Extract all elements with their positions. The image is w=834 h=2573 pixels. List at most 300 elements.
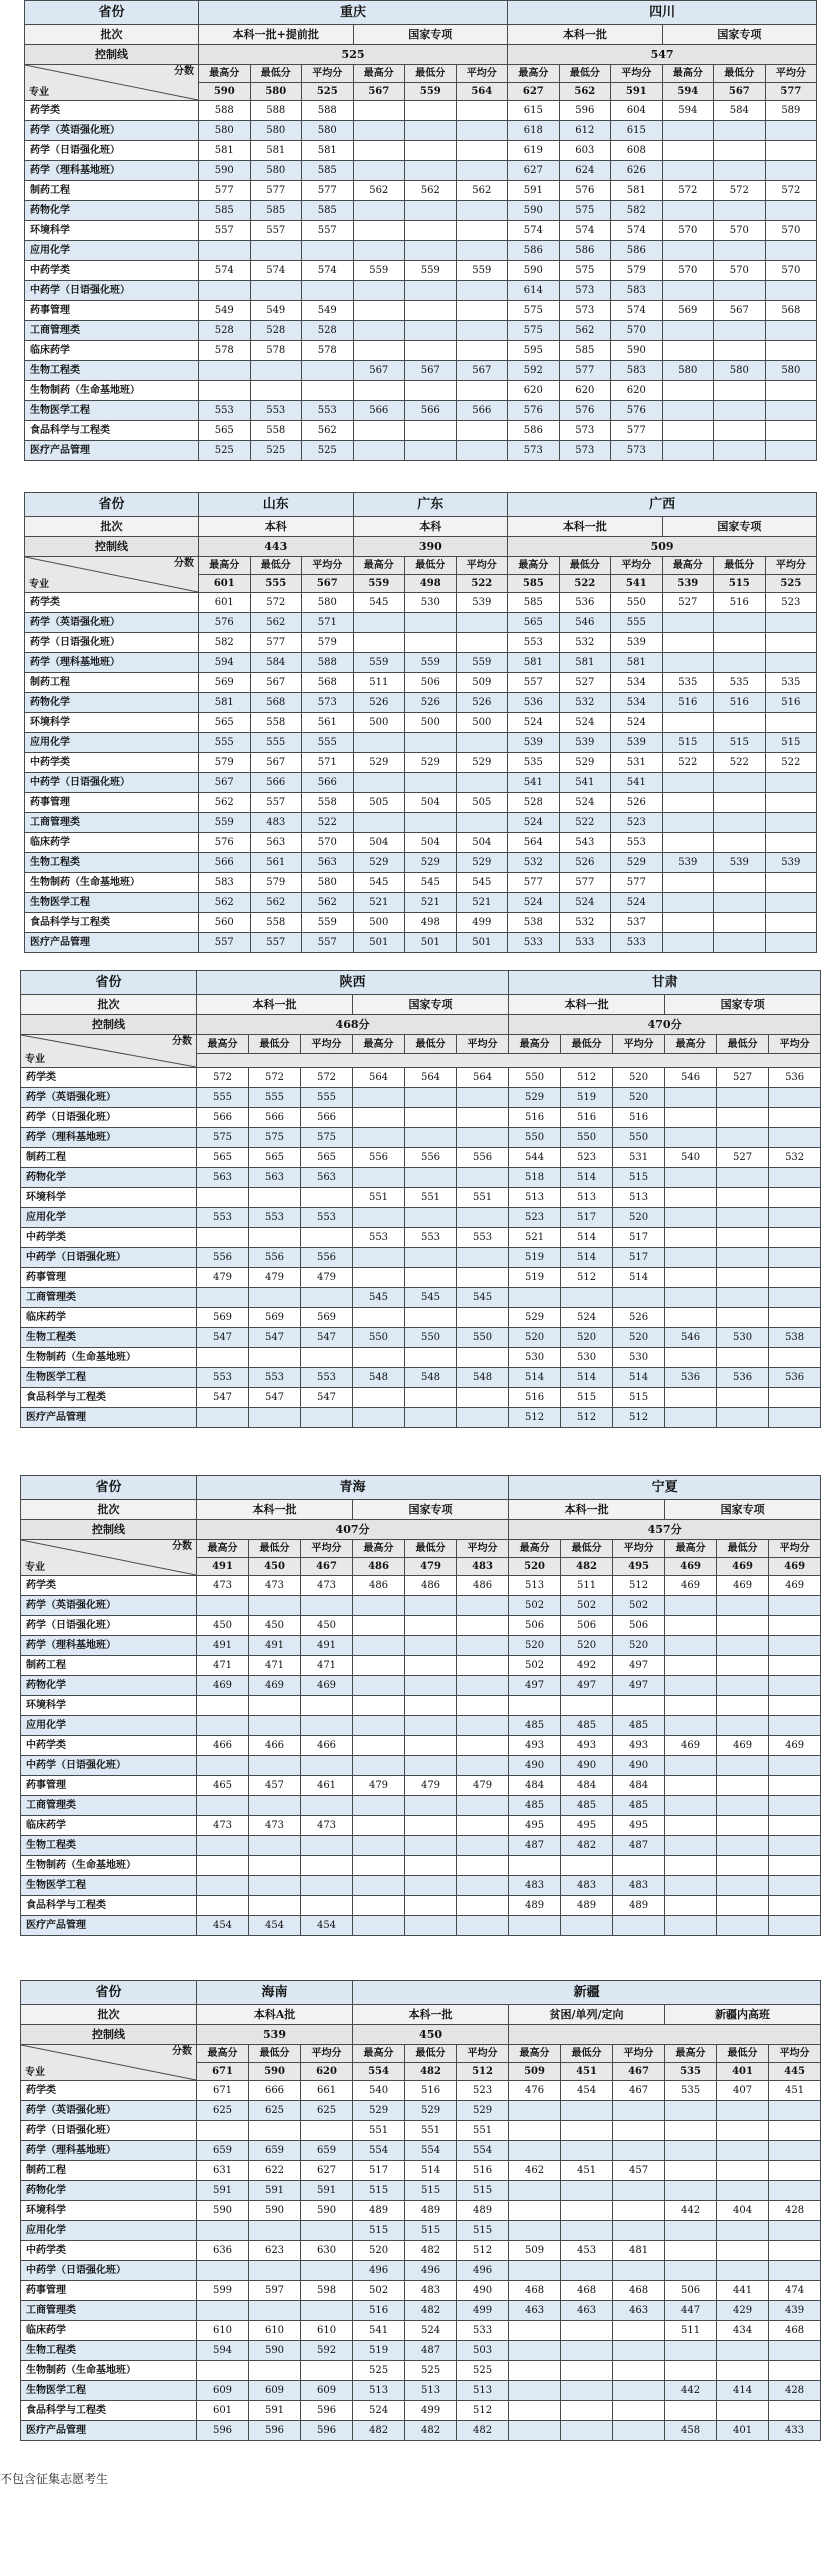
table-row — [25, 793, 817, 813]
score-cell: 490 — [613, 1756, 665, 1776]
score-cell: 555 — [249, 1088, 301, 1108]
score-cell: 572 — [765, 181, 817, 201]
score-cell: 487 — [509, 1836, 561, 1856]
score-cell: 491 — [249, 1636, 301, 1656]
major-name: 生物医学工程 — [21, 1876, 197, 1896]
score-cell — [714, 401, 766, 421]
province-label: 省份 — [25, 1, 199, 25]
score-cell — [769, 1836, 821, 1856]
score-cell: 433 — [769, 2421, 821, 2441]
score-cell: 556 — [457, 1148, 509, 1168]
score-cell — [405, 1108, 457, 1128]
score-cell — [197, 2361, 249, 2381]
score-cell: 576 — [559, 401, 611, 421]
province-name: 宁夏 — [509, 1476, 821, 1500]
table-row — [25, 301, 817, 321]
score-cell: 521 — [456, 893, 508, 913]
score-cell — [765, 161, 817, 181]
score-cell — [714, 241, 766, 261]
score-cell — [765, 633, 817, 653]
score-cell — [405, 633, 457, 653]
summary-score: 562 — [559, 83, 611, 101]
score-cell: 457 — [249, 1776, 301, 1796]
score-cell: 515 — [613, 1388, 665, 1408]
major-name: 食品科学与工程类 — [21, 2401, 197, 2421]
score-cell: 529 — [405, 853, 457, 873]
score-cell: 553 — [353, 1228, 405, 1248]
score-cell — [405, 1616, 457, 1636]
summary-score: 479 — [405, 1558, 457, 1576]
score-cell: 526 — [611, 793, 663, 813]
score-cell — [717, 1676, 769, 1696]
score-cell — [665, 1636, 717, 1656]
score-cell — [561, 1856, 613, 1876]
summary-score: 401 — [717, 2063, 769, 2081]
score-cell: 550 — [611, 593, 663, 613]
score-cell: 526 — [456, 693, 508, 713]
score-cell: 577 — [559, 873, 611, 893]
header-max: 最高分 — [662, 557, 714, 575]
score-cell: 515 — [457, 2181, 509, 2201]
score-cell — [613, 1288, 665, 1308]
major-name: 药学类 — [21, 1576, 197, 1596]
score-cell — [405, 1876, 457, 1896]
score-cell: 524 — [405, 2321, 457, 2341]
score-cell — [662, 421, 714, 441]
score-cell — [561, 2421, 613, 2441]
summary-score: 469 — [717, 1558, 769, 1576]
score-cell: 453 — [561, 2241, 613, 2261]
score-cell: 567 — [456, 361, 508, 381]
score-cell: 484 — [613, 1776, 665, 1796]
score-cell: 513 — [405, 2381, 457, 2401]
score-cell: 574 — [199, 261, 251, 281]
score-corner-label: 分数 — [172, 1036, 192, 1047]
summary-score: 522 — [559, 575, 611, 593]
score-cell: 463 — [561, 2301, 613, 2321]
score-cell: 485 — [561, 1716, 613, 1736]
score-cell: 557 — [199, 933, 251, 953]
score-cell: 620 — [508, 381, 560, 401]
score-cell — [457, 1348, 509, 1368]
score-cell: 563 — [250, 833, 302, 853]
score-cell — [405, 381, 457, 401]
batch-label: 批次 — [21, 1500, 197, 1520]
score-cell: 636 — [197, 2241, 249, 2261]
table-row — [25, 121, 817, 141]
score-cell — [665, 1916, 717, 1936]
score-cell: 572 — [197, 1068, 249, 1088]
score-cell: 461 — [301, 1776, 353, 1796]
score-cell: 541 — [611, 773, 663, 793]
major-name: 环境科学 — [25, 713, 199, 733]
score-cell: 517 — [353, 2161, 405, 2181]
score-cell — [714, 381, 766, 401]
score-cell — [249, 2261, 301, 2281]
score-cell — [301, 1716, 353, 1736]
summary-score: 620 — [301, 2063, 353, 2081]
score-cell: 547 — [301, 1388, 353, 1408]
score-cell: 487 — [613, 1836, 665, 1856]
major-name: 环境科学 — [21, 1188, 197, 1208]
score-cell — [301, 2121, 353, 2141]
major-name: 中药学类 — [25, 261, 199, 281]
score-cell: 580 — [302, 593, 354, 613]
score-cell: 519 — [561, 1088, 613, 1108]
score-cell: 468 — [561, 2281, 613, 2301]
score-cell — [457, 1408, 509, 1428]
score-cell: 536 — [665, 1368, 717, 1388]
score-cell: 489 — [561, 1896, 613, 1916]
table-row — [21, 1656, 821, 1676]
score-cell — [765, 381, 817, 401]
score-cell: 522 — [559, 813, 611, 833]
score-cell — [301, 1836, 353, 1856]
score-cell: 500 — [353, 913, 405, 933]
score-cell: 439 — [769, 2301, 821, 2321]
score-cell: 546 — [665, 1068, 717, 1088]
score-cell: 501 — [456, 933, 508, 953]
score-cell: 463 — [613, 2301, 665, 2321]
score-cell: 548 — [457, 1368, 509, 1388]
major-name: 药物化学 — [21, 1676, 197, 1696]
score-cell — [717, 1388, 769, 1408]
major-name: 临床药学 — [21, 2321, 197, 2341]
province-name: 海南 — [197, 1981, 353, 2005]
score-cell: 524 — [508, 713, 560, 733]
score-cell: 555 — [197, 1088, 249, 1108]
batch-label: 批次 — [21, 2005, 197, 2025]
score-cell: 530 — [405, 593, 457, 613]
score-cell — [509, 2321, 561, 2341]
score-cell — [665, 1616, 717, 1636]
score-cell — [405, 1128, 457, 1148]
summary-score: 最低分 — [249, 1035, 301, 1054]
score-cell — [197, 1188, 249, 1208]
score-cell — [561, 2221, 613, 2241]
score-cell: 536 — [769, 1068, 821, 1088]
score-cell — [405, 1268, 457, 1288]
score-cell — [717, 1896, 769, 1916]
control-line-label: 控制线 — [21, 1015, 197, 1035]
score-cell: 517 — [613, 1228, 665, 1248]
score-cell: 573 — [559, 421, 611, 441]
major-name: 生物工程类 — [25, 361, 199, 381]
header-avg: 平均分 — [301, 2045, 353, 2063]
major-name: 制药工程 — [21, 2161, 197, 2181]
score-cell: 529 — [405, 753, 457, 773]
score-cell: 567 — [250, 753, 302, 773]
score-corner-label: 分数 — [174, 66, 194, 77]
table-row — [25, 893, 817, 913]
score-cell: 581 — [559, 653, 611, 673]
score-cell: 495 — [561, 1816, 613, 1836]
score-cell — [665, 1836, 717, 1856]
score-cell: 521 — [405, 893, 457, 913]
summary-score: 577 — [765, 83, 817, 101]
score-cell — [561, 2121, 613, 2141]
score-cell — [561, 2181, 613, 2201]
score-cell — [353, 1916, 405, 1936]
score-cell: 585 — [302, 161, 354, 181]
score-cell — [717, 2181, 769, 2201]
major-name: 应用化学 — [25, 241, 199, 261]
header-max: 最高分 — [509, 2045, 561, 2063]
score-cell: 473 — [301, 1576, 353, 1596]
score-cell — [302, 381, 354, 401]
score-cell: 401 — [717, 2421, 769, 2441]
score-cell: 479 — [353, 1776, 405, 1796]
score-cell: 624 — [559, 161, 611, 181]
score-cell — [405, 1836, 457, 1856]
score-cell — [301, 1408, 353, 1428]
table-row — [25, 633, 817, 653]
header-max: 最高分 — [199, 65, 251, 83]
table-body — [25, 101, 817, 461]
score-cell: 585 — [559, 341, 611, 361]
score-cell: 493 — [561, 1736, 613, 1756]
score-cell: 520 — [509, 1328, 561, 1348]
major-name: 医疗产品管理 — [25, 441, 199, 461]
major-name: 生物医学工程 — [25, 893, 199, 913]
batch-name: 本科一批 — [197, 995, 353, 1015]
score-cell — [456, 441, 508, 461]
score-cell — [613, 2121, 665, 2141]
score-cell: 532 — [559, 693, 611, 713]
score-cell — [717, 2161, 769, 2181]
score-cell: 545 — [353, 593, 405, 613]
score-cell: 539 — [714, 853, 766, 873]
score-cell — [197, 1228, 249, 1248]
score-cell — [665, 2261, 717, 2281]
score-cell — [769, 1696, 821, 1716]
header-max: 最高分 — [665, 2045, 717, 2063]
score-cell — [509, 2121, 561, 2141]
score-cell — [353, 1896, 405, 1916]
score-cell — [509, 2101, 561, 2121]
score-cell: 524 — [611, 713, 663, 733]
score-cell: 566 — [405, 401, 457, 421]
score-cell: 579 — [250, 873, 302, 893]
table-row — [21, 2141, 821, 2161]
summary-score: 567 — [353, 83, 405, 101]
score-cell: 469 — [769, 1736, 821, 1756]
summary-score: 最低分 — [405, 1035, 457, 1054]
score-cell: 428 — [769, 2381, 821, 2401]
score-cell — [769, 2101, 821, 2121]
score-cell — [250, 281, 302, 301]
table-row — [21, 1328, 821, 1348]
score-cell: 513 — [613, 1188, 665, 1208]
major-name: 中药学（日语强化班） — [21, 2261, 197, 2281]
header-min: 最低分 — [559, 65, 611, 83]
score-cell — [353, 1408, 405, 1428]
score-cell — [302, 361, 354, 381]
score-cell: 554 — [457, 2141, 509, 2161]
table-row — [25, 401, 817, 421]
summary-score: 515 — [714, 575, 766, 593]
score-cell: 572 — [250, 593, 302, 613]
score-cell — [509, 1696, 561, 1716]
major-name: 药学类 — [25, 593, 199, 613]
score-cell — [769, 1796, 821, 1816]
score-cell — [457, 1208, 509, 1228]
score-cell — [714, 933, 766, 953]
score-cell: 590 — [249, 2201, 301, 2221]
score-cell — [717, 1916, 769, 1936]
score-cell: 595 — [508, 341, 560, 361]
score-cell: 527 — [559, 673, 611, 693]
score-cell: 496 — [353, 2261, 405, 2281]
score-cell — [197, 1288, 249, 1308]
score-cell — [665, 1776, 717, 1796]
summary-score: 483 — [457, 1558, 509, 1576]
major-name: 医疗产品管理 — [21, 1916, 197, 1936]
score-cell — [769, 1288, 821, 1308]
score-cell — [665, 1248, 717, 1268]
score-cell: 553 — [197, 1368, 249, 1388]
score-cell: 597 — [249, 2281, 301, 2301]
batch-name: 国家专项 — [665, 1500, 821, 1520]
score-cell: 482 — [457, 2421, 509, 2441]
score-cell: 434 — [717, 2321, 769, 2341]
score-cell: 517 — [561, 1208, 613, 1228]
score-cell — [249, 2361, 301, 2381]
score-cell: 577 — [508, 873, 560, 893]
table-row — [25, 593, 817, 613]
major-name: 中药学类 — [21, 1736, 197, 1756]
header-spacer — [197, 1054, 821, 1068]
score-cell — [405, 1896, 457, 1916]
score-cell: 539 — [456, 593, 508, 613]
major-corner-label: 专业 — [29, 579, 49, 590]
score-cell — [405, 1656, 457, 1676]
score-cell — [353, 1248, 405, 1268]
score-cell: 468 — [769, 2321, 821, 2341]
header-avg: 平均分 — [611, 557, 663, 575]
score-cell — [197, 1348, 249, 1368]
summary-score: 平均分 — [613, 1035, 665, 1054]
score-cell: 469 — [717, 1736, 769, 1756]
score-cell: 502 — [509, 1656, 561, 1676]
score-cell — [769, 1188, 821, 1208]
table-row — [21, 2281, 821, 2301]
score-cell: 550 — [405, 1328, 457, 1348]
score-cell: 532 — [559, 913, 611, 933]
header-max: 最高分 — [353, 2045, 405, 2063]
score-cell: 585 — [302, 201, 354, 221]
score-cell: 574 — [302, 261, 354, 281]
score-cell — [769, 1596, 821, 1616]
score-cell: 579 — [611, 261, 663, 281]
score-cell: 474 — [769, 2281, 821, 2301]
table-row — [25, 261, 817, 281]
score-cell: 563 — [197, 1168, 249, 1188]
score-cell — [613, 1696, 665, 1716]
table-row — [21, 2101, 821, 2121]
score-cell: 454 — [197, 1916, 249, 1936]
table-row — [21, 2341, 821, 2361]
table-row — [25, 933, 817, 953]
summary-score: 585 — [508, 575, 560, 593]
header-min: 最低分 — [561, 2045, 613, 2063]
score-cell: 485 — [509, 1796, 561, 1816]
score-cell: 550 — [353, 1328, 405, 1348]
score-cell: 608 — [611, 141, 663, 161]
score-cell — [509, 2201, 561, 2221]
score-cell: 550 — [509, 1128, 561, 1148]
major-name: 生物工程类 — [21, 2341, 197, 2361]
major-name: 药事管理 — [21, 2281, 197, 2301]
score-cell: 524 — [561, 1308, 613, 1328]
major-name: 医疗产品管理 — [25, 933, 199, 953]
score-cell: 570 — [611, 321, 663, 341]
summary-score: 491 — [197, 1558, 249, 1576]
score-cell — [353, 1108, 405, 1128]
score-cell: 483 — [250, 813, 302, 833]
score-cell — [769, 2401, 821, 2421]
score-cell: 516 — [405, 2081, 457, 2101]
score-cell — [250, 381, 302, 401]
score-cell — [665, 2181, 717, 2201]
major-corner-label: 专业 — [25, 1562, 45, 1573]
province-name: 广东 — [353, 493, 508, 517]
score-cell — [353, 1656, 405, 1676]
score-cell: 661 — [301, 2081, 353, 2101]
major-name: 生物工程类 — [21, 1328, 197, 1348]
score-cell: 564 — [457, 1068, 509, 1088]
score-cell: 584 — [250, 653, 302, 673]
score-cell: 559 — [353, 261, 405, 281]
score-cell — [662, 793, 714, 813]
score-cell — [769, 2361, 821, 2381]
score-cell — [714, 833, 766, 853]
major-name: 环境科学 — [21, 1696, 197, 1716]
summary-score: 555 — [250, 575, 302, 593]
score-cell: 516 — [509, 1108, 561, 1128]
score-cell: 575 — [249, 1128, 301, 1148]
score-cell: 514 — [509, 1368, 561, 1388]
score-cell — [662, 893, 714, 913]
score-cell — [353, 1088, 405, 1108]
score-cell: 566 — [353, 401, 405, 421]
summary-score: 最高分 — [665, 1035, 717, 1054]
major-name: 生物制药（生命基地班） — [21, 2361, 197, 2381]
score-cell — [717, 1656, 769, 1676]
major-name: 食品科学与工程类 — [25, 421, 199, 441]
score-cell: 467 — [613, 2081, 665, 2101]
score-cell: 590 — [301, 2201, 353, 2221]
score-cell — [302, 241, 354, 261]
major-name: 中药学（日语强化班） — [21, 1756, 197, 1776]
score-cell: 560 — [199, 913, 251, 933]
score-cell — [457, 1756, 509, 1776]
summary-score: 平均分 — [769, 1035, 821, 1054]
score-cell — [457, 1248, 509, 1268]
score-cell — [717, 2121, 769, 2141]
major-name: 应用化学 — [21, 1716, 197, 1736]
score-cell — [613, 2101, 665, 2121]
summary-score: 495 — [613, 1558, 665, 1576]
score-cell: 414 — [717, 2381, 769, 2401]
score-cell — [301, 1288, 353, 1308]
score-cell — [509, 2401, 561, 2421]
summary-score: 559 — [353, 575, 405, 593]
score-cell: 529 — [353, 2101, 405, 2121]
score-cell — [665, 1408, 717, 1428]
batch-name: 本科一批 — [197, 1500, 353, 1520]
score-cell — [509, 2341, 561, 2361]
